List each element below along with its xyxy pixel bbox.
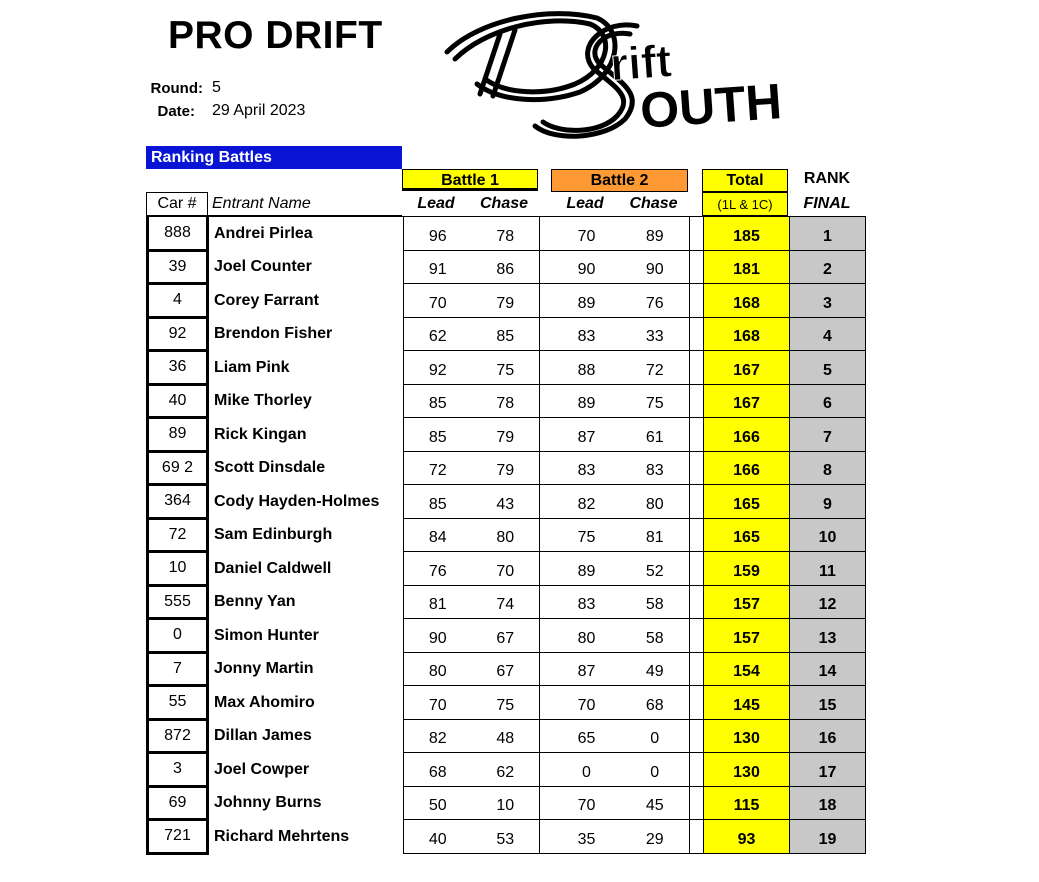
b1-chase-cell: 75 xyxy=(472,686,540,720)
b2-chase-cell: 29 xyxy=(621,820,690,854)
entrant-name-cell: Dillan James xyxy=(214,727,312,744)
b2-chase-cell: 76 xyxy=(621,284,690,318)
rank-cell: 2 xyxy=(790,250,866,284)
spacer-cell xyxy=(540,518,553,552)
car-number-cell: 721 xyxy=(148,820,208,854)
b2-chase-cell: 58 xyxy=(621,585,690,619)
b1-chase-cell: 43 xyxy=(472,485,540,519)
total-cell: 185 xyxy=(704,217,790,251)
entrant-name-cell: Joel Counter xyxy=(214,258,312,275)
total-cell: 115 xyxy=(704,786,790,820)
entrant-name-cell: Mike Thorley xyxy=(214,392,312,409)
rank-cell: 5 xyxy=(790,351,866,385)
table-row xyxy=(148,250,866,284)
spacer-cell xyxy=(540,284,553,318)
date-value: 29 April 2023 xyxy=(212,102,306,119)
entrant-name-header: Entrant Name xyxy=(212,195,311,212)
b1-lead-cell: 91 xyxy=(404,250,472,284)
car-number-cell: 4 xyxy=(148,284,208,318)
spacer-cell xyxy=(540,552,553,586)
b1-chase-cell: 85 xyxy=(472,317,540,351)
b1-chase-cell: 78 xyxy=(472,217,540,251)
spacer-cell xyxy=(690,485,704,519)
rank-cell: 11 xyxy=(790,552,866,586)
b1-lead-cell: 70 xyxy=(404,686,472,720)
b1-lead-cell: 96 xyxy=(404,217,472,251)
page-title: PRO DRIFT xyxy=(168,14,383,57)
car-number-cell: 92 xyxy=(148,317,208,351)
total-cell: 167 xyxy=(704,384,790,418)
b1-chase-cell: 48 xyxy=(472,719,540,753)
b1-chase-cell: 67 xyxy=(472,619,540,653)
b2-lead-cell: 83 xyxy=(553,317,621,351)
total-cell: 181 xyxy=(704,250,790,284)
total-cell: 168 xyxy=(704,284,790,318)
spacer-cell xyxy=(540,485,553,519)
b2-chase-cell: 75 xyxy=(621,384,690,418)
car-number-cell: 40 xyxy=(148,384,208,418)
table-row xyxy=(148,451,866,485)
rank-header: RANK xyxy=(803,170,851,187)
rank-cell: 10 xyxy=(790,518,866,552)
b2-lead-cell: 82 xyxy=(553,485,621,519)
b1-chase-cell: 62 xyxy=(472,753,540,787)
entrant-name-cell: Corey Farrant xyxy=(214,291,319,309)
entrant-name-cell: Liam Pink xyxy=(214,358,290,376)
b2-lead-cell: 75 xyxy=(553,518,621,552)
battle1-header: Battle 1 xyxy=(402,169,538,191)
b2-lead-cell: 80 xyxy=(553,619,621,653)
b1-chase-cell: 86 xyxy=(472,250,540,284)
rank-final-header: FINAL xyxy=(803,195,851,212)
entrant-name-cell: Johnny Burns xyxy=(214,794,322,811)
car-number-header: Car # xyxy=(146,192,208,216)
spacer-cell xyxy=(690,552,704,586)
spacer-cell xyxy=(690,250,704,284)
b2-chase-cell: 52 xyxy=(621,552,690,586)
b1-chase-cell: 67 xyxy=(472,652,540,686)
b2-lead-cell: 89 xyxy=(553,284,621,318)
b1-chase-cell: 75 xyxy=(472,351,540,385)
b1-lead-cell: 70 xyxy=(404,284,472,318)
b2-lead-cell: 87 xyxy=(553,418,621,452)
b1-lead-cell: 85 xyxy=(404,384,472,418)
b1-chase-header: Chase xyxy=(479,195,529,212)
spacer-cell xyxy=(690,652,704,686)
b2-lead-cell: 83 xyxy=(553,451,621,485)
total-cell: 159 xyxy=(704,552,790,586)
rank-cell: 18 xyxy=(790,786,866,820)
b1-lead-cell: 84 xyxy=(404,518,472,552)
entrant-name-cell: Max Ahomiro xyxy=(214,693,315,711)
car-number-cell: 10 xyxy=(148,552,208,586)
table-row xyxy=(148,485,866,519)
b2-chase-cell: 45 xyxy=(621,786,690,820)
car-number-cell: 555 xyxy=(148,585,208,619)
b1-lead-cell: 85 xyxy=(404,418,472,452)
entrant-name-cell: Scott Dinsdale xyxy=(214,459,326,476)
b1-lead-cell: 72 xyxy=(404,451,472,485)
b1-lead-cell: 76 xyxy=(404,552,472,586)
rank-cell: 6 xyxy=(790,384,866,418)
rank-cell: 15 xyxy=(790,686,866,720)
entrant-name-cell: Richard Mehrtens xyxy=(214,827,350,845)
b2-chase-cell: 90 xyxy=(621,250,690,284)
total-cell: 154 xyxy=(704,652,790,686)
b2-chase-header: Chase xyxy=(629,195,678,212)
b2-lead-cell: 83 xyxy=(553,585,621,619)
spacer-cell xyxy=(540,451,553,485)
b2-chase-cell: 89 xyxy=(621,217,690,251)
entrant-name-cell: Jonny Martin xyxy=(214,660,314,677)
spacer-cell xyxy=(690,820,704,854)
total-cell: 130 xyxy=(704,753,790,787)
b1-chase-cell: 80 xyxy=(472,518,540,552)
total-cell: 130 xyxy=(704,719,790,753)
spacer-cell xyxy=(690,418,704,452)
total-subheader: (1L & 1C) xyxy=(702,192,788,216)
b1-chase-cell: 79 xyxy=(472,284,540,318)
spacer-cell xyxy=(540,652,553,686)
entrant-name-cell: Andrei Pirlea xyxy=(208,217,404,251)
spacer-cell xyxy=(540,820,553,854)
b1-lead-cell: 81 xyxy=(404,585,472,619)
b1-chase-cell: 79 xyxy=(472,418,540,452)
b2-chase-cell: 61 xyxy=(621,418,690,452)
table-row xyxy=(148,418,866,452)
b1-lead-cell: 85 xyxy=(404,485,472,519)
entrant-name-cell: Rick Kingan xyxy=(214,425,307,443)
spacer-cell xyxy=(540,619,553,653)
date-label: Date: xyxy=(157,103,195,120)
car-number-cell: 364 xyxy=(148,485,208,519)
car-number-cell: 69 xyxy=(148,786,208,820)
total-cell: 157 xyxy=(704,585,790,619)
car-number-cell: 36 xyxy=(148,351,208,385)
b2-lead-cell: 90 xyxy=(553,250,621,284)
round-label: Round: xyxy=(150,80,203,97)
spacer-cell xyxy=(540,384,553,418)
rank-cell: 13 xyxy=(790,619,866,653)
ranking-battles-header: Ranking Battles xyxy=(146,146,402,169)
car-number-cell: 3 xyxy=(148,753,208,787)
rank-cell: 7 xyxy=(790,418,866,452)
spacer-cell xyxy=(690,753,704,787)
spacer-cell xyxy=(540,317,553,351)
b2-chase-cell: 49 xyxy=(621,652,690,686)
round-value: 5 xyxy=(212,79,221,96)
b1-lead-cell: 82 xyxy=(404,719,472,753)
entrant-name-cell: Sam Edinburgh xyxy=(214,526,333,543)
car-number-cell: 39 xyxy=(148,250,208,284)
results-table xyxy=(146,216,866,855)
spacer-cell xyxy=(540,786,553,820)
battle2-header: Battle 2 xyxy=(551,169,688,192)
total-cell: 165 xyxy=(704,485,790,519)
b1-lead-header: Lead xyxy=(417,195,455,212)
b2-chase-cell: 81 xyxy=(621,518,690,552)
b2-lead-cell: 35 xyxy=(553,820,621,854)
table-row xyxy=(148,619,866,653)
table-row xyxy=(148,518,866,552)
entrant-name-cell: Simon Hunter xyxy=(214,626,319,644)
b2-chase-cell: 68 xyxy=(621,686,690,720)
car-number-cell: 872 xyxy=(148,719,208,753)
total-cell: 168 xyxy=(704,317,790,351)
b2-lead-header: Lead xyxy=(566,195,604,212)
b2-chase-cell: 58 xyxy=(621,619,690,653)
total-header: Total xyxy=(702,169,788,192)
b1-lead-cell: 90 xyxy=(404,619,472,653)
b2-chase-cell: 83 xyxy=(621,451,690,485)
rank-cell: 1 xyxy=(790,217,866,251)
spacer-cell xyxy=(690,351,704,385)
spacer-cell xyxy=(540,719,553,753)
svg-text:OUTH: OUTH xyxy=(638,73,784,139)
b2-chase-cell: 72 xyxy=(621,351,690,385)
b2-lead-cell: 89 xyxy=(553,384,621,418)
car-number-cell: 7 xyxy=(148,652,208,686)
b2-chase-cell: 0 xyxy=(621,719,690,753)
table-row xyxy=(148,384,866,418)
spacer-cell xyxy=(690,786,704,820)
rank-cell: 12 xyxy=(790,585,866,619)
table-row xyxy=(148,786,866,820)
spacer-cell xyxy=(540,351,553,385)
b1-chase-cell: 10 xyxy=(472,786,540,820)
b1-lead-cell: 40 xyxy=(404,820,472,854)
rank-cell: 19 xyxy=(790,820,866,854)
entrant-name-cell: Daniel Caldwell xyxy=(214,559,332,577)
spacer-cell xyxy=(690,719,704,753)
spacer-cell xyxy=(690,317,704,351)
total-cell: 145 xyxy=(704,686,790,720)
b2-lead-cell: 70 xyxy=(553,786,621,820)
entrant-name-cell: Brendon Fisher xyxy=(214,325,333,342)
car-number-cell: 72 xyxy=(148,518,208,552)
car-number-cell: 55 xyxy=(148,686,208,720)
b1-lead-cell: 92 xyxy=(404,351,472,385)
table-row xyxy=(148,820,866,854)
car-number-cell: 89 xyxy=(148,418,208,452)
svg-text:rift: rift xyxy=(608,34,674,91)
b1-chase-cell: 74 xyxy=(472,585,540,619)
table-row xyxy=(148,585,866,619)
b2-lead-cell: 87 xyxy=(553,652,621,686)
entrant-name-cell: Joel Cowper xyxy=(214,760,310,778)
total-cell: 157 xyxy=(704,619,790,653)
total-cell: 166 xyxy=(704,451,790,485)
table-row xyxy=(148,686,866,720)
table-row xyxy=(148,217,866,251)
car-number-cell: 0 xyxy=(148,619,208,653)
car-number-cell: 69 2 xyxy=(148,451,208,485)
b2-chase-cell: 0 xyxy=(621,753,690,787)
b2-lead-cell: 0 xyxy=(553,753,621,787)
b1-lead-cell: 62 xyxy=(404,317,472,351)
b2-chase-cell: 80 xyxy=(621,485,690,519)
rank-cell: 9 xyxy=(790,485,866,519)
b1-lead-cell: 68 xyxy=(404,753,472,787)
b2-lead-cell: 88 xyxy=(553,351,621,385)
spacer-cell xyxy=(540,585,553,619)
spacer-cell xyxy=(690,518,704,552)
rank-cell: 3 xyxy=(790,284,866,318)
spacer-cell xyxy=(690,384,704,418)
table-row xyxy=(148,652,866,686)
car-number-cell: 888 xyxy=(148,217,208,251)
spacer-cell xyxy=(690,217,704,251)
b1-chase-cell: 70 xyxy=(472,552,540,586)
b2-lead-cell: 70 xyxy=(553,686,621,720)
b1-chase-cell: 78 xyxy=(472,384,540,418)
total-cell: 166 xyxy=(704,418,790,452)
spacer-cell xyxy=(690,619,704,653)
b1-lead-cell: 80 xyxy=(404,652,472,686)
rank-cell: 17 xyxy=(790,753,866,787)
b2-chase-cell: 33 xyxy=(621,317,690,351)
rank-cell: 14 xyxy=(790,652,866,686)
spacer-cell xyxy=(540,217,553,251)
table-row xyxy=(148,552,866,586)
table-row xyxy=(148,351,866,385)
spacer-cell xyxy=(690,686,704,720)
spacer-cell xyxy=(690,585,704,619)
total-cell: 165 xyxy=(704,518,790,552)
spacer-cell xyxy=(690,284,704,318)
total-cell: 167 xyxy=(704,351,790,385)
spacer-cell xyxy=(540,418,553,452)
drift-south-logo xyxy=(425,4,835,154)
spacer-cell xyxy=(540,250,553,284)
b2-lead-cell: 89 xyxy=(553,552,621,586)
spacer-cell xyxy=(540,753,553,787)
table-row xyxy=(148,753,866,787)
b1-chase-cell: 53 xyxy=(472,820,540,854)
spacer-cell xyxy=(690,451,704,485)
entrant-name-cell: Benny Yan xyxy=(214,593,296,610)
table-row xyxy=(148,284,866,318)
b2-lead-cell: 70 xyxy=(553,217,621,251)
table-row xyxy=(148,317,866,351)
total-cell: 93 xyxy=(704,820,790,854)
table-row xyxy=(148,719,866,753)
entrant-name-cell: Cody Hayden-Holmes xyxy=(214,492,380,510)
rank-cell: 8 xyxy=(790,451,866,485)
b1-lead-cell: 50 xyxy=(404,786,472,820)
rank-cell: 4 xyxy=(790,317,866,351)
b1-chase-cell: 79 xyxy=(472,451,540,485)
rank-cell: 16 xyxy=(790,719,866,753)
b2-lead-cell: 65 xyxy=(553,719,621,753)
spacer-cell xyxy=(540,686,553,720)
